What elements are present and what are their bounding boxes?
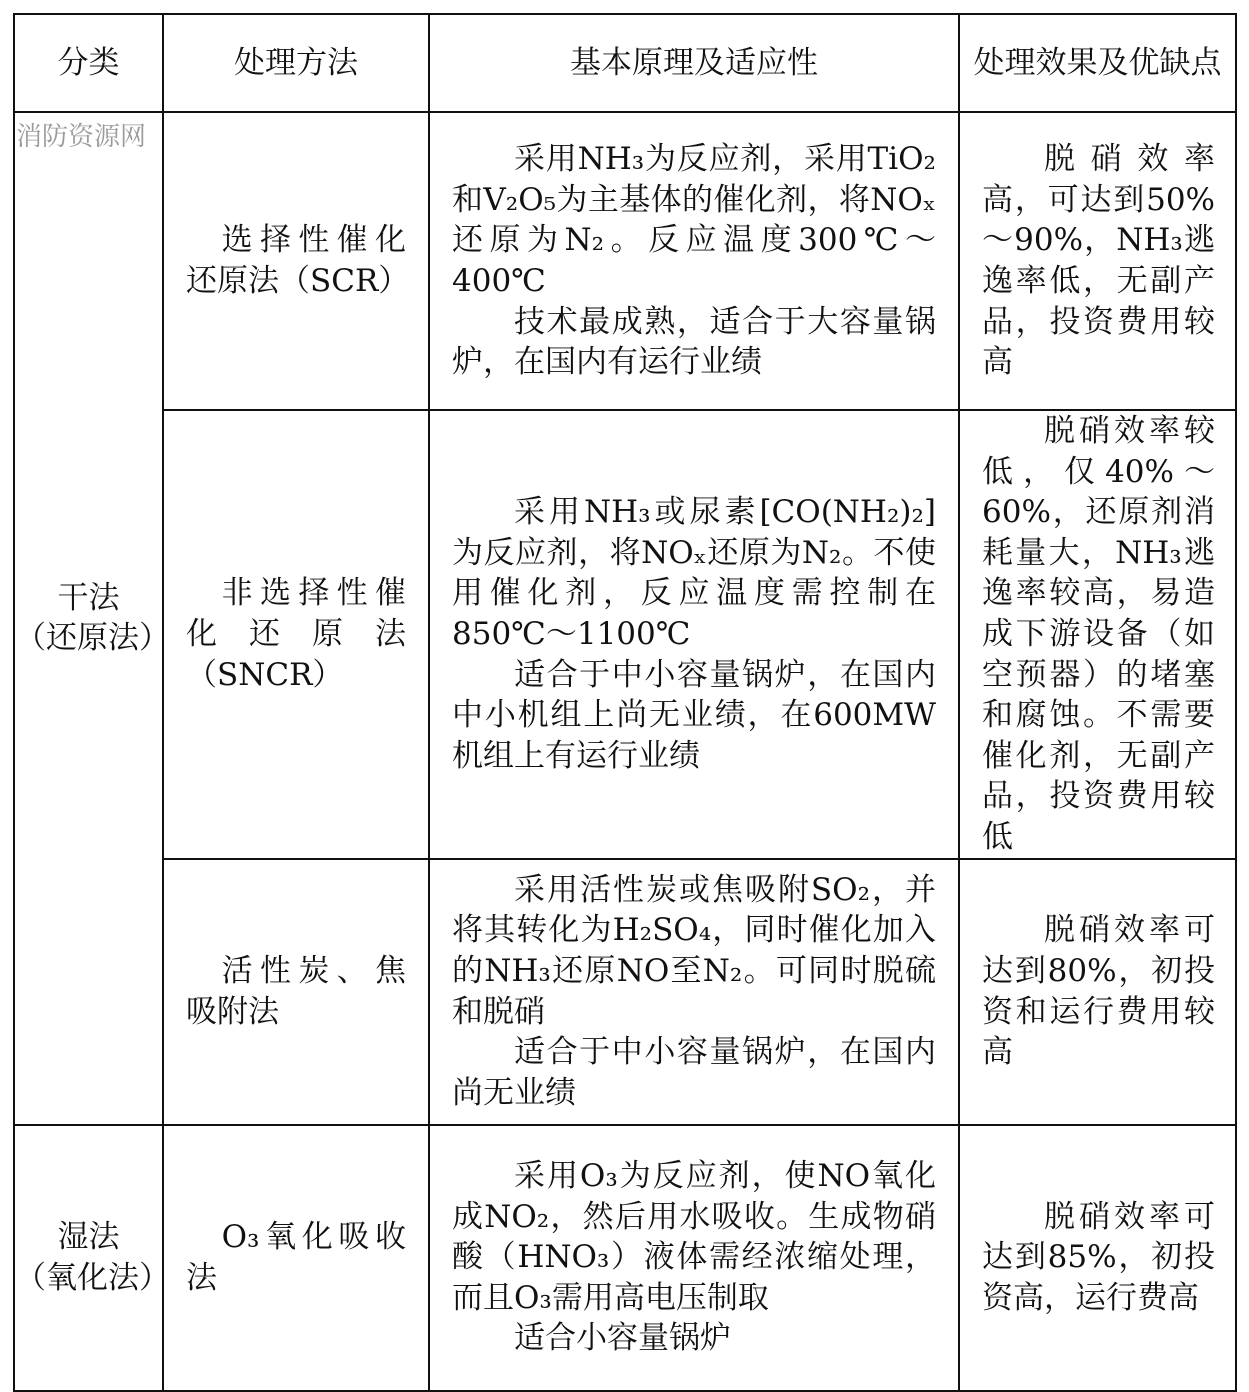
effect-text: 脱硝效率可达到85%，初投资高，运行费高 <box>982 1198 1215 1316</box>
applicability-text: 适合于中小容量锅炉，在国内中小机组上尚无业绩，在600MW机组上有运行业绩 <box>452 656 936 774</box>
category-cell-wet <box>14 1125 170 1391</box>
table-row <box>14 410 1236 859</box>
principle-cell <box>429 112 959 410</box>
effect-text: 脱硝效率较低，仅40%～60%，还原剂消耗量大，NH₃逃逸率较高，易造成下游设备（如空预器）的堵塞和腐蚀。不需要催化剂，无副产品，投资费用较低 <box>982 413 1215 855</box>
effect-text: 脱硝效率高，可达到50%～90%，NH₃逃逸率低，无副产品，投资费用较高 <box>982 141 1215 381</box>
effect-text: 脱硝效率可达到80%，初投资和运行费用较高 <box>982 912 1215 1071</box>
method-name: 选择性催化还原法（SCR） <box>186 222 410 299</box>
denitration-methods-table <box>13 13 1237 1392</box>
category-cell-dry <box>14 112 170 1125</box>
category-name: 干法 <box>57 579 120 616</box>
principle-text: 采用NH₃或尿素[CO(NH₂)₂]为反应剂，将NOₓ还原为N₂。不使用催化剂，反应温度需控制在850℃～1100℃ <box>452 494 936 652</box>
applicability-text: 适合于中小容量锅炉，在国内尚无业绩 <box>452 1034 936 1111</box>
header-category: 分类 <box>14 14 163 112</box>
method-cell <box>163 859 429 1125</box>
method-name: 活性炭、焦吸附法 <box>186 952 406 1030</box>
category-subname: （还原法） <box>15 620 170 657</box>
effect-cell <box>959 410 1236 859</box>
principle-text: 采用O₃为反应剂，使NO氧化成NO₂，然后用水吸收。生成物硝酸（HNO₃）液体需经浓缩处理，而且O₃需用高电压制取 <box>452 1158 936 1316</box>
category-subname: （氧化法） <box>15 1259 170 1296</box>
effect-cell <box>959 1125 1236 1391</box>
method-name: O₃氧化吸收法 <box>186 1218 406 1296</box>
method-name: 非选择性催化还原法（SNCR） <box>186 575 406 693</box>
method-cell <box>163 1125 429 1391</box>
category-name: 湿法 <box>57 1218 120 1255</box>
principle-cell <box>429 410 959 859</box>
header-row <box>14 14 1236 112</box>
table-row <box>14 1125 1236 1391</box>
header-principle: 基本原理及适应性 <box>429 14 959 112</box>
effect-cell <box>959 859 1236 1125</box>
applicability-text: 技术最成熟，适合于大容量锅炉，在国内有运行业绩 <box>452 303 936 381</box>
principle-text: 采用活性炭或焦吸附SO₂，并将其转化为H₂SO₄，同时催化加入的NH₃还原NO至N₂。可同时脱硫和脱硝 <box>452 871 936 1030</box>
table-row <box>14 859 1236 1125</box>
table-row <box>14 112 1236 410</box>
applicability-text: 适合小容量锅炉 <box>514 1320 731 1357</box>
principle-text: 采用NH₃为反应剂，采用TiO₂和V₂O₅为主基体的催化剂，将NOₓ还原为N₂。反应温度300℃～400℃ <box>452 141 936 299</box>
watermark-text: 消防资源网 <box>16 122 147 152</box>
principle-cell <box>429 1125 959 1391</box>
principle-cell <box>429 859 959 1125</box>
header-effect: 处理效果及优缺点 <box>959 14 1236 112</box>
effect-cell <box>959 112 1236 410</box>
method-cell <box>163 112 429 410</box>
method-cell <box>163 410 429 859</box>
header-method: 处理方法 <box>163 14 429 112</box>
